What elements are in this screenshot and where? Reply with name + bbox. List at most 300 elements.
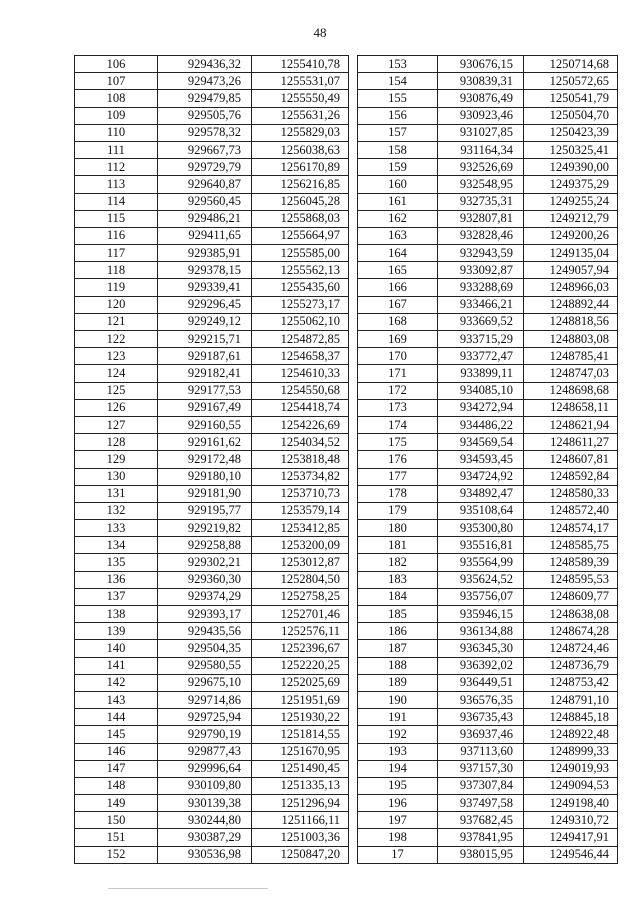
- table-row: [358, 210, 618, 227]
- table-row: [358, 846, 618, 863]
- point-number-cell: 165: [358, 262, 438, 279]
- x-coordinate-cell: 929877,43: [158, 743, 252, 760]
- y-coordinate-cell: 1254034,52: [252, 434, 349, 451]
- y-coordinate-cell: 1248753,42: [524, 674, 618, 691]
- table-row: [75, 640, 349, 657]
- point-number-cell: 188: [358, 657, 438, 674]
- x-coordinate-cell: 929725,94: [158, 709, 252, 726]
- y-coordinate-cell: 1255829,03: [252, 124, 349, 141]
- table-row: [75, 554, 349, 571]
- y-coordinate-cell: 1251166,11: [252, 812, 349, 829]
- table-row: [358, 399, 618, 416]
- table-row: [358, 812, 618, 829]
- table-row: [75, 227, 349, 244]
- x-coordinate-cell: 929729,79: [158, 159, 252, 176]
- y-coordinate-cell: 1249019,93: [524, 760, 618, 777]
- point-number-cell: 198: [358, 829, 438, 846]
- table-row: [75, 829, 349, 846]
- point-number-cell: 146: [75, 743, 158, 760]
- x-coordinate-cell: 929560,45: [158, 193, 252, 210]
- y-coordinate-cell: 1248589,39: [524, 554, 618, 571]
- x-coordinate-cell: 936735,43: [438, 709, 524, 726]
- x-coordinate-cell: 929580,55: [158, 657, 252, 674]
- y-coordinate-cell: 1250423,39: [524, 124, 618, 141]
- y-coordinate-cell: 1252758,25: [252, 588, 349, 605]
- point-number-cell: 164: [358, 245, 438, 262]
- table-row: [75, 674, 349, 691]
- x-coordinate-cell: 930387,29: [158, 829, 252, 846]
- point-number-cell: 150: [75, 812, 158, 829]
- footer-divider: [108, 888, 268, 889]
- x-coordinate-cell: 929436,32: [158, 56, 252, 73]
- y-coordinate-cell: 1248845,18: [524, 709, 618, 726]
- y-coordinate-cell: 1249417,91: [524, 829, 618, 846]
- page-number: 48: [313, 25, 327, 40]
- point-number-cell: 138: [75, 606, 158, 623]
- y-coordinate-cell: 1255410,78: [252, 56, 349, 73]
- x-coordinate-cell: 934593,45: [438, 451, 524, 468]
- point-number-cell: 128: [75, 434, 158, 451]
- point-number-cell: 114: [75, 193, 158, 210]
- x-coordinate-cell: 930839,31: [438, 73, 524, 90]
- x-coordinate-cell: 932548,95: [438, 176, 524, 193]
- table-row: [75, 623, 349, 640]
- y-coordinate-cell: 1251003,36: [252, 829, 349, 846]
- y-coordinate-cell: 1248607,81: [524, 451, 618, 468]
- point-number-cell: 129: [75, 451, 158, 468]
- x-coordinate-cell: 930139,38: [158, 795, 252, 812]
- x-coordinate-cell: 929177,53: [158, 382, 252, 399]
- x-coordinate-cell: 934085,10: [438, 382, 524, 399]
- x-coordinate-cell: 929504,35: [158, 640, 252, 657]
- point-number-cell: 193: [358, 743, 438, 760]
- y-coordinate-cell: 1253412,85: [252, 520, 349, 537]
- point-number-cell: 173: [358, 399, 438, 416]
- point-number-cell: 169: [358, 331, 438, 348]
- point-number-cell: 127: [75, 416, 158, 433]
- y-coordinate-cell: 1255531,07: [252, 73, 349, 90]
- table-row: [358, 520, 618, 537]
- point-number-cell: 153: [358, 56, 438, 73]
- table-row: [358, 571, 618, 588]
- y-coordinate-cell: 1252025,69: [252, 674, 349, 691]
- y-coordinate-cell: 1248747,03: [524, 365, 618, 382]
- point-number-cell: 107: [75, 73, 158, 90]
- point-number-cell: 115: [75, 210, 158, 227]
- x-coordinate-cell: 929393,17: [158, 606, 252, 623]
- point-number-cell: 178: [358, 485, 438, 502]
- table-row: [75, 331, 349, 348]
- table-row: [358, 709, 618, 726]
- table-row: [75, 107, 349, 124]
- y-coordinate-cell: 1252804,50: [252, 571, 349, 588]
- table-row: [358, 777, 618, 794]
- x-coordinate-cell: 935756,07: [438, 588, 524, 605]
- point-number-cell: 149: [75, 795, 158, 812]
- y-coordinate-cell: 1252220,25: [252, 657, 349, 674]
- x-coordinate-cell: 929996,64: [158, 760, 252, 777]
- x-coordinate-cell: 929219,82: [158, 520, 252, 537]
- y-coordinate-cell: 1250325,41: [524, 141, 618, 158]
- x-coordinate-cell: 936937,46: [438, 726, 524, 743]
- point-number-cell: 120: [75, 296, 158, 313]
- table-row: [358, 674, 618, 691]
- point-number-cell: 148: [75, 777, 158, 794]
- y-coordinate-cell: 1252576,11: [252, 623, 349, 640]
- point-number-cell: 121: [75, 313, 158, 330]
- table-row: [358, 416, 618, 433]
- x-coordinate-cell: 932526,69: [438, 159, 524, 176]
- point-number-cell: 136: [75, 571, 158, 588]
- table-row: [358, 434, 618, 451]
- table-row: [75, 709, 349, 726]
- x-coordinate-cell: 935946,15: [438, 606, 524, 623]
- point-number-cell: 194: [358, 760, 438, 777]
- y-coordinate-cell: 1249094,53: [524, 777, 618, 794]
- point-number-cell: 168: [358, 313, 438, 330]
- x-coordinate-cell: 929360,30: [158, 571, 252, 588]
- point-number-cell: 175: [358, 434, 438, 451]
- x-coordinate-cell: 932807,81: [438, 210, 524, 227]
- x-coordinate-cell: 929640,87: [158, 176, 252, 193]
- table-row: [358, 606, 618, 623]
- y-coordinate-cell: 1249057,94: [524, 262, 618, 279]
- point-number-cell: 113: [75, 176, 158, 193]
- y-coordinate-cell: 1249375,29: [524, 176, 618, 193]
- x-coordinate-cell: 934272,94: [438, 399, 524, 416]
- point-number-cell: 130: [75, 468, 158, 485]
- point-number-cell: 142: [75, 674, 158, 691]
- point-number-cell: 183: [358, 571, 438, 588]
- point-number-cell: 177: [358, 468, 438, 485]
- point-number-cell: 160: [358, 176, 438, 193]
- point-number-cell: 159: [358, 159, 438, 176]
- point-number-cell: 125: [75, 382, 158, 399]
- table-row: [75, 399, 349, 416]
- x-coordinate-cell: 929667,73: [158, 141, 252, 158]
- x-coordinate-cell: 929578,32: [158, 124, 252, 141]
- point-number-cell: 184: [358, 588, 438, 605]
- table-row: [75, 743, 349, 760]
- point-number-cell: 174: [358, 416, 438, 433]
- point-number-cell: 133: [75, 520, 158, 537]
- point-number-cell: 156: [358, 107, 438, 124]
- y-coordinate-cell: 1251814,55: [252, 726, 349, 743]
- y-coordinate-cell: 1256045,28: [252, 193, 349, 210]
- x-coordinate-cell: 929378,15: [158, 262, 252, 279]
- y-coordinate-cell: 1251670,95: [252, 743, 349, 760]
- table-row: [75, 365, 349, 382]
- y-coordinate-cell: 1253734,82: [252, 468, 349, 485]
- point-number-cell: 117: [75, 245, 158, 262]
- x-coordinate-cell: 929258,88: [158, 537, 252, 554]
- point-number-cell: 196: [358, 795, 438, 812]
- x-coordinate-cell: 929160,55: [158, 416, 252, 433]
- y-coordinate-cell: 1248999,33: [524, 743, 618, 760]
- point-number-cell: 143: [75, 691, 158, 708]
- y-coordinate-cell: 1249546,44: [524, 846, 618, 863]
- table-row: [75, 520, 349, 537]
- table-row: [75, 73, 349, 90]
- y-coordinate-cell: 1254550,68: [252, 382, 349, 399]
- y-coordinate-cell: 1249310,72: [524, 812, 618, 829]
- x-coordinate-cell: 936134,88: [438, 623, 524, 640]
- point-number-cell: 170: [358, 348, 438, 365]
- coordinates-table-right: [357, 55, 618, 864]
- y-coordinate-cell: 1248922,48: [524, 726, 618, 743]
- x-coordinate-cell: 929374,29: [158, 588, 252, 605]
- table-row: [75, 777, 349, 794]
- y-coordinate-cell: 1255273,17: [252, 296, 349, 313]
- table-row: [358, 468, 618, 485]
- point-number-cell: 154: [358, 73, 438, 90]
- y-coordinate-cell: 1251490,45: [252, 760, 349, 777]
- table-row: [358, 537, 618, 554]
- y-coordinate-cell: 1255435,60: [252, 279, 349, 296]
- x-coordinate-cell: 929161,62: [158, 434, 252, 451]
- point-number-cell: 182: [358, 554, 438, 571]
- table-row: [75, 141, 349, 158]
- point-number-cell: 122: [75, 331, 158, 348]
- table-row: [75, 56, 349, 73]
- table-row: [75, 210, 349, 227]
- y-coordinate-cell: 1252396,67: [252, 640, 349, 657]
- table-row: [75, 193, 349, 210]
- x-coordinate-cell: 937157,30: [438, 760, 524, 777]
- x-coordinate-cell: 931164,34: [438, 141, 524, 158]
- table-row: [358, 313, 618, 330]
- y-coordinate-cell: 1248611,27: [524, 434, 618, 451]
- y-coordinate-cell: 1248791,10: [524, 691, 618, 708]
- table-row: [75, 451, 349, 468]
- y-coordinate-cell: 1253818,48: [252, 451, 349, 468]
- y-coordinate-cell: 1248966,03: [524, 279, 618, 296]
- table-row: [75, 846, 349, 863]
- y-coordinate-cell: 1248698,68: [524, 382, 618, 399]
- point-number-cell: 134: [75, 537, 158, 554]
- table-row: [358, 554, 618, 571]
- point-number-cell: 158: [358, 141, 438, 158]
- point-number-cell: 192: [358, 726, 438, 743]
- y-coordinate-cell: 1249200,26: [524, 227, 618, 244]
- point-number-cell: 155: [358, 90, 438, 107]
- table-row: [75, 124, 349, 141]
- point-number-cell: 187: [358, 640, 438, 657]
- x-coordinate-cell: 929181,90: [158, 485, 252, 502]
- y-coordinate-cell: 1249212,79: [524, 210, 618, 227]
- x-coordinate-cell: 934892,47: [438, 485, 524, 502]
- table-row: [358, 640, 618, 657]
- y-coordinate-cell: 1250504,70: [524, 107, 618, 124]
- x-coordinate-cell: 929180,10: [158, 468, 252, 485]
- point-number-cell: 110: [75, 124, 158, 141]
- y-coordinate-cell: 1253579,14: [252, 502, 349, 519]
- y-coordinate-cell: 1249255,24: [524, 193, 618, 210]
- point-number-cell: 162: [358, 210, 438, 227]
- x-coordinate-cell: 935300,80: [438, 520, 524, 537]
- y-coordinate-cell: 1248785,41: [524, 348, 618, 365]
- point-number-cell: 172: [358, 382, 438, 399]
- table-row: [75, 691, 349, 708]
- table-row: [358, 90, 618, 107]
- x-coordinate-cell: 935516,81: [438, 537, 524, 554]
- point-number-cell: 179: [358, 502, 438, 519]
- x-coordinate-cell: 937497,58: [438, 795, 524, 812]
- table-row: [75, 279, 349, 296]
- x-coordinate-cell: 936576,35: [438, 691, 524, 708]
- table-row: [75, 313, 349, 330]
- point-number-cell: 167: [358, 296, 438, 313]
- table-row: [358, 107, 618, 124]
- x-coordinate-cell: 929714,86: [158, 691, 252, 708]
- table-row: [358, 73, 618, 90]
- x-coordinate-cell: 929486,21: [158, 210, 252, 227]
- x-coordinate-cell: 929505,76: [158, 107, 252, 124]
- y-coordinate-cell: 1248621,94: [524, 416, 618, 433]
- point-number-cell: 139: [75, 623, 158, 640]
- point-number-cell: 144: [75, 709, 158, 726]
- table-row: [358, 141, 618, 158]
- point-number-cell: 140: [75, 640, 158, 657]
- x-coordinate-cell: 934486,22: [438, 416, 524, 433]
- table-row: [75, 245, 349, 262]
- table-row: [75, 795, 349, 812]
- point-number-cell: 118: [75, 262, 158, 279]
- point-number-cell: 180: [358, 520, 438, 537]
- table-row: [358, 245, 618, 262]
- table-row: [75, 296, 349, 313]
- y-coordinate-cell: 1248580,33: [524, 485, 618, 502]
- y-coordinate-cell: 1250541,79: [524, 90, 618, 107]
- y-coordinate-cell: 1253710,73: [252, 485, 349, 502]
- y-coordinate-cell: 1251951,69: [252, 691, 349, 708]
- point-number-cell: 195: [358, 777, 438, 794]
- table-row: [358, 502, 618, 519]
- table-row: [75, 657, 349, 674]
- x-coordinate-cell: 935624,52: [438, 571, 524, 588]
- x-coordinate-cell: 929479,85: [158, 90, 252, 107]
- point-number-cell: 141: [75, 657, 158, 674]
- point-number-cell: 135: [75, 554, 158, 571]
- x-coordinate-cell: 934724,92: [438, 468, 524, 485]
- table-row: [75, 434, 349, 451]
- y-coordinate-cell: 1254418,74: [252, 399, 349, 416]
- x-coordinate-cell: 933288,69: [438, 279, 524, 296]
- x-coordinate-cell: 929215,71: [158, 331, 252, 348]
- y-coordinate-cell: 1254610,33: [252, 365, 349, 382]
- y-coordinate-cell: 1255868,03: [252, 210, 349, 227]
- y-coordinate-cell: 1251930,22: [252, 709, 349, 726]
- x-coordinate-cell: 929296,45: [158, 296, 252, 313]
- table-row: [75, 416, 349, 433]
- x-coordinate-cell: 929435,56: [158, 623, 252, 640]
- point-number-cell: 116: [75, 227, 158, 244]
- point-number-cell: 131: [75, 485, 158, 502]
- y-coordinate-cell: 1255062,10: [252, 313, 349, 330]
- table-row: [75, 812, 349, 829]
- table-row: [75, 468, 349, 485]
- point-number-cell: 147: [75, 760, 158, 777]
- y-coordinate-cell: 1249390,00: [524, 159, 618, 176]
- x-coordinate-cell: 935108,64: [438, 502, 524, 519]
- table-row: [75, 159, 349, 176]
- table-row: [358, 743, 618, 760]
- y-coordinate-cell: 1253200,09: [252, 537, 349, 554]
- point-number-cell: 186: [358, 623, 438, 640]
- y-coordinate-cell: 1255585,00: [252, 245, 349, 262]
- x-coordinate-cell: 930876,49: [438, 90, 524, 107]
- table-row: [358, 193, 618, 210]
- point-number-cell: 185: [358, 606, 438, 623]
- y-coordinate-cell: 1248585,75: [524, 537, 618, 554]
- point-number-cell: 161: [358, 193, 438, 210]
- y-coordinate-cell: 1248803,08: [524, 331, 618, 348]
- point-number-cell: 126: [75, 399, 158, 416]
- y-coordinate-cell: 1254872,85: [252, 331, 349, 348]
- y-coordinate-cell: 1255631,26: [252, 107, 349, 124]
- x-coordinate-cell: 929790,19: [158, 726, 252, 743]
- y-coordinate-cell: 1251335,13: [252, 777, 349, 794]
- coordinates-table-left: [74, 55, 349, 864]
- x-coordinate-cell: 932828,46: [438, 227, 524, 244]
- table-row: [358, 365, 618, 382]
- y-coordinate-cell: 1248572,40: [524, 502, 618, 519]
- point-number-cell: 124: [75, 365, 158, 382]
- table-row: [358, 588, 618, 605]
- table-row: [358, 726, 618, 743]
- y-coordinate-cell: 1250714,68: [524, 56, 618, 73]
- table-row: [358, 795, 618, 812]
- x-coordinate-cell: 929675,10: [158, 674, 252, 691]
- table-row: [358, 176, 618, 193]
- point-number-cell: 157: [358, 124, 438, 141]
- point-number-cell: 108: [75, 90, 158, 107]
- x-coordinate-cell: 931027,85: [438, 124, 524, 141]
- point-number-cell: 112: [75, 159, 158, 176]
- point-number-cell: 137: [75, 588, 158, 605]
- table-row: [358, 296, 618, 313]
- x-coordinate-cell: 937841,95: [438, 829, 524, 846]
- table-row: [358, 124, 618, 141]
- x-coordinate-cell: 932735,31: [438, 193, 524, 210]
- y-coordinate-cell: 1251296,94: [252, 795, 349, 812]
- y-coordinate-cell: 1248638,08: [524, 606, 618, 623]
- point-number-cell: 171: [358, 365, 438, 382]
- point-number-cell: 176: [358, 451, 438, 468]
- y-coordinate-cell: 1255664,97: [252, 227, 349, 244]
- y-coordinate-cell: 1248592,84: [524, 468, 618, 485]
- y-coordinate-cell: 1253012,87: [252, 554, 349, 571]
- point-number-cell: 106: [75, 56, 158, 73]
- x-coordinate-cell: 933092,87: [438, 262, 524, 279]
- y-coordinate-cell: 1249198,40: [524, 795, 618, 812]
- table-row: [358, 279, 618, 296]
- x-coordinate-cell: 929195,77: [158, 502, 252, 519]
- table-row: [358, 485, 618, 502]
- x-coordinate-cell: 929473,26: [158, 73, 252, 90]
- y-coordinate-cell: 1248574,17: [524, 520, 618, 537]
- table-row: [358, 159, 618, 176]
- x-coordinate-cell: 936449,51: [438, 674, 524, 691]
- point-number-cell: 152: [75, 846, 158, 863]
- y-coordinate-cell: 1256038,63: [252, 141, 349, 158]
- point-number-cell: 17: [358, 846, 438, 863]
- x-coordinate-cell: 936392,02: [438, 657, 524, 674]
- point-number-cell: 181: [358, 537, 438, 554]
- point-number-cell: 123: [75, 348, 158, 365]
- x-coordinate-cell: 929339,41: [158, 279, 252, 296]
- x-coordinate-cell: 937113,60: [438, 743, 524, 760]
